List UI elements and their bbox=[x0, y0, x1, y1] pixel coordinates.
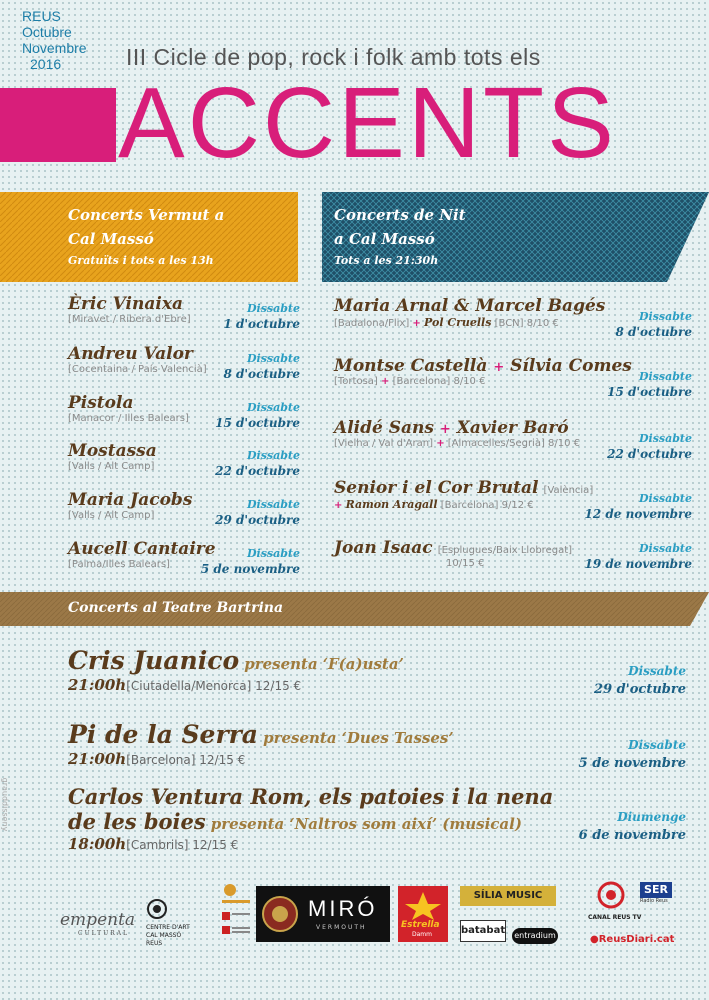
header-location bbox=[22, 8, 87, 72]
show-time: 18:00h bbox=[68, 835, 127, 853]
guest-origin-price: [Barcelona] 9/12 € bbox=[440, 500, 534, 511]
vermut-title-2: Cal Massó bbox=[68, 230, 154, 248]
empenta-logo bbox=[60, 910, 135, 937]
concert-day: Dissabte bbox=[628, 664, 686, 678]
concert-date: 22 d'octubre bbox=[607, 447, 692, 461]
miro-logo bbox=[256, 886, 390, 942]
ser-logo bbox=[640, 882, 672, 912]
plus-sign-2: + bbox=[436, 438, 445, 449]
ser-logo-sub: Radio Reus bbox=[640, 898, 668, 904]
estrella-logo-sub: Damm bbox=[412, 931, 432, 938]
artist-name: Èric Vinaixa bbox=[68, 294, 183, 314]
plus-sign: + bbox=[334, 500, 343, 511]
miro-logo-text: MIRÓ bbox=[308, 896, 378, 921]
canal-reus-icon bbox=[596, 880, 626, 910]
artist-name: Mostassa bbox=[68, 441, 157, 461]
work-title: ‘F(a)usta’ bbox=[322, 655, 404, 673]
artist-origin-price: [Almacelles/Segrià] 8/10 € bbox=[447, 438, 581, 449]
artist-name: Andreu Valor bbox=[68, 344, 193, 364]
teatre-title: Concerts al Teatre Bartrina bbox=[68, 600, 284, 616]
location-city: REUS bbox=[22, 8, 61, 24]
vermut-banner bbox=[0, 192, 298, 282]
presenta-label: presenta bbox=[244, 655, 318, 673]
nit-item bbox=[334, 478, 692, 521]
concert-day: Dissabte bbox=[246, 547, 300, 560]
show-info: [Cambrils] 12/15 € bbox=[126, 838, 239, 852]
artist-name: Senior i el Cor Brutal bbox=[334, 478, 539, 498]
concert-date: 8 d'octubre bbox=[223, 367, 300, 381]
batabat-logo: batabat bbox=[460, 920, 506, 942]
concert-day: Dissabte bbox=[246, 498, 300, 511]
artist-name: Maria Arnal & Marcel Bagés bbox=[334, 296, 606, 316]
teatre-item bbox=[68, 720, 690, 771]
presenta-label: presenta bbox=[263, 729, 337, 747]
concert-day: Dissabte bbox=[246, 302, 300, 315]
concert-date: 29 d'octubre bbox=[215, 513, 300, 527]
concert-date: 5 de novembre bbox=[200, 562, 300, 576]
concert-day: Dissabte bbox=[246, 401, 300, 414]
artist-name: Joan Isaac bbox=[334, 538, 433, 558]
show-info: [Barcelona] 12/15 € bbox=[126, 753, 246, 767]
plus-sign: + bbox=[412, 318, 421, 329]
guest-name: Pol Cruells bbox=[424, 316, 492, 329]
title-accent-bar bbox=[0, 88, 116, 162]
canal-reus-text: CANAL REUS TV bbox=[588, 914, 642, 921]
cal-masso-line2: CAL MASSÓ bbox=[146, 932, 182, 939]
work-title: ‘Dues Tasses’ bbox=[341, 729, 454, 747]
concert-day: Dissabte bbox=[638, 492, 692, 505]
artist-name: Maria Jacobs bbox=[68, 490, 193, 510]
miro-emblem-icon bbox=[260, 894, 300, 934]
artist-name: Pi de la Serra bbox=[68, 720, 258, 749]
concert-date: 5 de novembre bbox=[578, 756, 686, 771]
vermut-item bbox=[68, 490, 300, 527]
artist-origin: [Badalona/Flix] bbox=[334, 318, 410, 329]
estrella-logo-text: Estrella bbox=[401, 920, 440, 930]
nit-title-1: Concerts de Nit bbox=[334, 206, 466, 224]
nit-item bbox=[334, 296, 692, 339]
concert-date: 12 de novembre bbox=[584, 507, 692, 521]
artist-origin: [Vielha / Val d'Aran] bbox=[334, 438, 433, 449]
artist-origin: [Valls / Alt Camp] bbox=[68, 510, 155, 521]
concert-date: 29 d'octubre bbox=[594, 682, 686, 697]
cal-masso-icon bbox=[146, 898, 168, 920]
artist-origin-price: [Barcelona] 8/10 € bbox=[392, 376, 486, 387]
concert-date: 6 de novembre bbox=[578, 828, 686, 843]
silia-music-logo: SÍLIA MUSIC bbox=[460, 886, 556, 906]
cal-masso-logo bbox=[146, 898, 208, 948]
show-time: 21:00h bbox=[68, 750, 127, 768]
page-title: ACCENTS bbox=[118, 67, 617, 179]
cal-masso-line1: CENTRE D'ART bbox=[146, 924, 190, 931]
artist-origin: [Esplugues/Baix Llobregat] bbox=[437, 545, 573, 556]
concert-day: Dissabte bbox=[638, 370, 692, 383]
concert-day: Diumenge bbox=[617, 810, 686, 824]
artist-name: Alidé Sans bbox=[334, 418, 434, 438]
empenta-logo-text: empenta bbox=[60, 910, 136, 930]
designer-credit: grauddisseny bbox=[0, 777, 10, 832]
concert-day: Dissabte bbox=[638, 542, 692, 555]
vermut-item bbox=[68, 441, 300, 478]
location-month2: Novembre bbox=[22, 40, 87, 56]
artist-name: Montse Castellà bbox=[334, 356, 488, 376]
concert-date: 22 d'octubre bbox=[215, 464, 300, 478]
diputacio-logos bbox=[220, 882, 252, 946]
show-info: [Ciutadella/Menorca] 12/15 € bbox=[126, 679, 302, 693]
artist-name: Pistola bbox=[68, 393, 134, 413]
nit-banner bbox=[322, 192, 709, 282]
empenta-logo-sub: CULTURAL bbox=[78, 930, 130, 937]
teatre-item bbox=[68, 784, 690, 853]
nit-note: Tots a les 21:30h bbox=[334, 254, 439, 267]
vermut-title-1: Concerts Vermut a bbox=[68, 206, 225, 224]
artist-origin: [Cocentaina / País Valencià] bbox=[68, 364, 207, 375]
star-icon bbox=[398, 890, 448, 920]
concert-date: 19 de novembre bbox=[584, 557, 692, 571]
concert-date: 15 d'octubre bbox=[607, 385, 692, 399]
institution-icons bbox=[220, 882, 252, 946]
canal-reus-logo bbox=[588, 880, 642, 921]
teatre-banner bbox=[0, 592, 709, 626]
concert-day: Dissabte bbox=[628, 738, 686, 752]
price: 10/15 € bbox=[446, 558, 485, 569]
vermut-item bbox=[68, 294, 300, 331]
artist-origin: [Miravet / Ribera d'Ebre] bbox=[68, 314, 191, 325]
nit-item bbox=[334, 418, 692, 461]
artist-origin: [Manacor / Illes Balears] bbox=[68, 413, 189, 424]
location-year: 2016 bbox=[30, 56, 62, 72]
artist-origin: [Valls / Alt Camp] bbox=[68, 461, 155, 472]
concert-day: Dissabte bbox=[638, 310, 692, 323]
guest-name: Ramon Aragall bbox=[345, 498, 438, 511]
plus-sign-2: + bbox=[381, 376, 390, 387]
concert-day: Dissabte bbox=[246, 352, 300, 365]
artist-name-2: Sílvia Comes bbox=[510, 356, 632, 376]
show-time: 21:00h bbox=[68, 676, 127, 694]
guest-origin-price: [BCN] 8/10 € bbox=[494, 318, 559, 329]
artist-origin: [València] bbox=[543, 485, 594, 496]
concert-day: Dissabte bbox=[246, 449, 300, 462]
artist-name: Cris Juanico bbox=[68, 646, 240, 675]
vermut-item bbox=[68, 393, 300, 430]
plus-sign: + bbox=[493, 360, 505, 375]
work-title: ‘Naltros som així’ (musical) bbox=[289, 815, 522, 833]
concert-date: 1 d'octubre bbox=[223, 317, 300, 331]
ser-logo-text: SER bbox=[640, 882, 672, 898]
header-subtitle: III Cicle de pop, rock i folk amb tots els bbox=[126, 44, 541, 70]
plus-sign: + bbox=[439, 422, 451, 437]
artist-name-2: de les boies bbox=[68, 809, 206, 834]
reusdiari-logo: ●ReusDiari.cat bbox=[590, 934, 675, 945]
nit-title-2: a Cal Massó bbox=[334, 230, 435, 248]
artist-origin: [Tortosa] bbox=[334, 376, 378, 387]
cal-masso-line3: REUS bbox=[146, 940, 163, 947]
miro-logo-sub: VERMOUTH bbox=[316, 924, 367, 931]
presenta-label: presenta bbox=[210, 815, 285, 833]
vermut-item bbox=[68, 539, 300, 576]
concert-date: 15 d'octubre bbox=[215, 416, 300, 430]
concert-date: 8 d'octubre bbox=[615, 325, 692, 339]
artist-name: Aucell Cantaire bbox=[68, 539, 216, 559]
artist-origin: [Palma/Illes Balears] bbox=[68, 559, 170, 570]
teatre-item bbox=[68, 646, 690, 697]
location-month1: Octubre bbox=[22, 24, 72, 40]
vermut-note: Gratuïts i tots a les 13h bbox=[68, 254, 214, 267]
entradium-logo: entradium bbox=[512, 928, 558, 944]
artist-name: Carlos Ventura Rom, els patoies i la nena bbox=[68, 784, 554, 809]
estrella-logo bbox=[398, 886, 448, 942]
vermut-item bbox=[68, 344, 300, 381]
concert-day: Dissabte bbox=[638, 432, 692, 445]
nit-item bbox=[334, 356, 692, 399]
nit-item bbox=[334, 538, 692, 569]
artist-name-2: Xavier Baró bbox=[456, 418, 569, 438]
